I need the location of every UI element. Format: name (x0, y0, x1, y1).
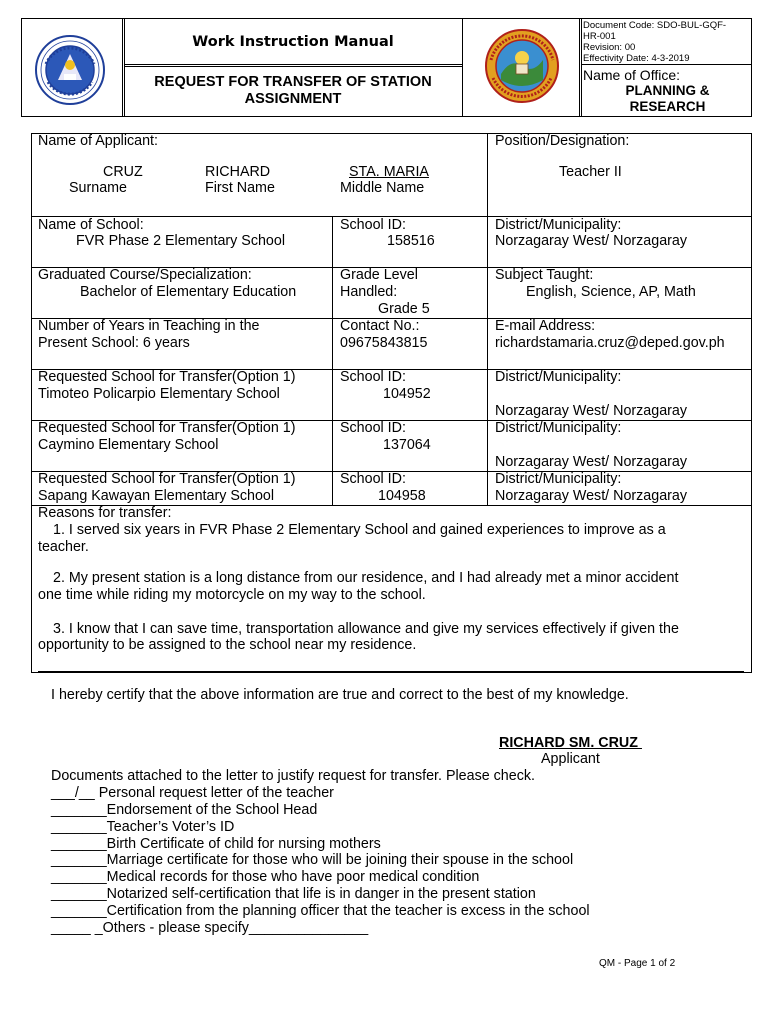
request-district: Norzagaray West/ Norzagaray (495, 403, 688, 419)
request-label: Requested School for Transfer(Option 1) (38, 420, 296, 436)
document-checklist-item[interactable]: _______Birth Certificate of child for nursing mothers (51, 836, 381, 852)
document-checklist-item[interactable]: _______Medical records for those who have poor medical condition (51, 869, 480, 885)
signature-name: RICHARD SM. CRUZ (499, 735, 642, 751)
applicant-label: Name of Applicant: (38, 133, 159, 149)
contact-label: Contact No.: (340, 318, 420, 334)
first-name-value: RICHARD (205, 164, 271, 180)
documents-intro: Documents attached to the letter to justify request for transfer. Please check. (51, 768, 535, 784)
effectivity-date: Effectivity Date: 4-3-2019 (583, 53, 690, 64)
reason-3-cont: opportunity to be assigned to the school near my residence. (38, 637, 417, 653)
document-checklist-item[interactable]: _______Teacher’s Voter’s ID (51, 819, 235, 835)
document-checklist-item[interactable]: _______Marriage certificate for those who will be joining their spouse in the school (51, 852, 574, 868)
office-value: PLANNING & (625, 83, 710, 98)
first-name-label: First Name (205, 180, 275, 196)
district-label: District/Municipality: (495, 217, 622, 233)
middle-name-value: STA. MARIA (349, 164, 429, 180)
header-left-border (21, 18, 22, 117)
middle-name-label: Middle Name (340, 180, 425, 196)
table-column-divider (487, 133, 488, 505)
reasons-underline (38, 671, 744, 673)
reason-1: 1. I served six years in FVR Phase 2 Elementary School and gained experiences to improve as a (53, 522, 666, 538)
request-id-label: School ID: (340, 420, 406, 436)
school-name-value: FVR Phase 2 Elementary School (76, 233, 285, 249)
position-value: Teacher II (559, 164, 622, 180)
document-checklist-item[interactable]: _______Notarized self-certification that life is in danger in the present station (51, 886, 536, 902)
header-divider (462, 18, 463, 117)
grade-level-label: Grade Level (340, 267, 418, 283)
document-meta (583, 20, 752, 64)
header-divider (124, 64, 462, 65)
document-code-cont: HR-001 (583, 31, 616, 42)
form-title: REQUEST FOR TRANSFER OF STATION ASSIGNMENT (154, 74, 432, 107)
contact-value: 09675843815 (340, 335, 428, 351)
reason-2-cont: one time while riding my motorcycle on my way to the school. (38, 587, 426, 603)
request-district-label: District/Municipality: (495, 369, 622, 385)
page-footer: QM - Page 1 of 2 (599, 958, 676, 969)
request-school: Timoteo Policarpio Elementary School (38, 386, 280, 402)
email-label: E-mail Address: (495, 318, 596, 334)
table-column-divider (332, 216, 333, 505)
document-checklist-item[interactable]: _______Certification from the planning officer that the teacher is excess in the school (51, 903, 590, 919)
school-name-label: Name of School: (38, 217, 144, 233)
position-label: Position/Designation: (495, 133, 630, 149)
division-seal-logo (481, 28, 563, 104)
grade-level-label-cont: Handled: (340, 284, 398, 300)
course-label: Graduated Course/Specialization: (38, 267, 252, 283)
request-district: Norzagaray West/ Norzagaray (495, 488, 688, 504)
reason-1-cont: teacher. (38, 539, 89, 555)
header-top-border (21, 18, 752, 19)
request-school: Caymino Elementary School (38, 437, 219, 453)
manual-title: Work Instruction Manual (192, 34, 394, 50)
reasons-label: Reasons for transfer: (38, 505, 172, 521)
signature-role: Applicant (541, 751, 600, 767)
course-value: Bachelor of Elementary Education (80, 284, 297, 300)
reason-3: 3. I know that I can save time, transportation allowance and give my services effectively if given the (53, 621, 679, 637)
request-id-label: School ID: (340, 471, 406, 487)
header-bottom-border (21, 116, 752, 117)
document-checklist-item[interactable]: _______Endorsement of the School Head (51, 802, 318, 818)
subject-value: English, Science, AP, Math (526, 284, 696, 300)
request-id: 137064 (383, 437, 431, 453)
document-checklist-item[interactable]: ___/__ Personal request letter of the teacher (51, 785, 334, 801)
school-id-value: 158516 (387, 233, 435, 249)
document-code: Document Code: SDO-BUL-GQF- (583, 20, 727, 31)
district-value: Norzagaray West/ Norzagaray (495, 233, 688, 249)
years-value: Present School: 6 years (38, 335, 190, 351)
revision: Revision: 00 (583, 42, 636, 53)
subject-label: Subject Taught: (495, 267, 594, 283)
surname-value: CRUZ (103, 164, 143, 180)
surname-label: Surname (69, 180, 128, 196)
reason-2: 2. My present station is a long distance from our residence, and I had already met a minor accident (53, 570, 679, 586)
request-id: 104958 (378, 488, 426, 504)
header-divider (581, 18, 582, 117)
school-id-label: School ID: (340, 217, 406, 233)
request-district-label: District/Municipality: (495, 420, 622, 436)
document-checklist-item[interactable]: _____ _Others - please specify_______________ (51, 920, 369, 936)
years-label: Number of Years in Teaching in the (38, 318, 260, 334)
request-label: Requested School for Transfer(Option 1) (38, 471, 296, 487)
deped-seal-logo (31, 34, 109, 106)
request-id-label: School ID: (340, 369, 406, 385)
request-school: Sapang Kawayan Elementary School (38, 488, 275, 504)
request-label: Requested School for Transfer(Option 1) (38, 369, 296, 385)
request-district-label: District/Municipality: (495, 471, 622, 487)
office-label: Name of Office: (583, 67, 681, 83)
grade-level-value: Grade 5 (378, 301, 430, 317)
office-value-cont: RESEARCH (629, 99, 706, 114)
request-id: 104952 (383, 386, 431, 402)
header-divider (581, 64, 752, 65)
header-divider (579, 18, 580, 117)
email-value: richardstamaria.cruz@deped.gov.ph (495, 335, 725, 351)
office-block (583, 67, 752, 115)
header-divider (122, 18, 123, 117)
request-district: Norzagaray West/ Norzagaray (495, 454, 688, 470)
certification-statement: I hereby certify that the above information are true and correct to the best of my knowledge. (51, 687, 629, 703)
